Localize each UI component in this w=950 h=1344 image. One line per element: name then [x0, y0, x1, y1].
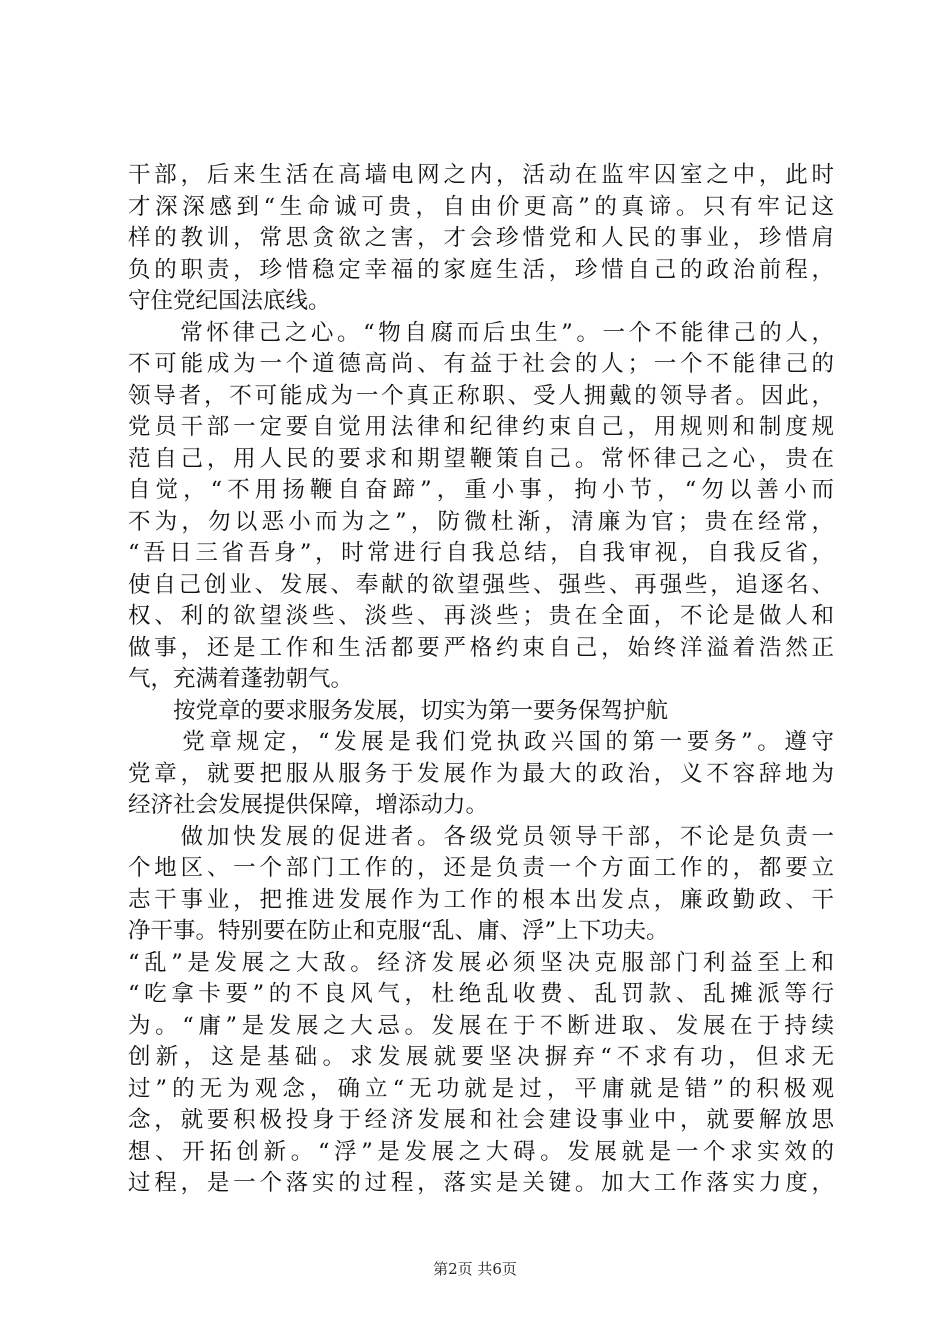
- text-line: 创新，这是基础。求发展就要坚决摒弃“不求有功，但求无: [128, 1044, 834, 1070]
- text-line: “乱”是发展之大敌。经济发展必须坚决克服部门利益至上和: [128, 949, 834, 976]
- text-line: 样的教训，常思贪欲之害，才会珍惜党和人民的事业，珍惜肩: [128, 225, 834, 251]
- page-footer: 第2页 共6页: [433, 1260, 517, 1278]
- text-line: 按党章的要求服务发展，切实为第一要务保驾护航: [128, 697, 669, 724]
- text-line: 做事，还是工作和生活都要严格约束自己，始终洋溢着浩然正: [128, 634, 834, 661]
- text-line: 自觉，“不用扬鞭自奋蹄”，重小事，拘小节，“勿以善小而: [128, 477, 834, 503]
- text-line: 不可能成为一个道德高尚、有益于社会的人；一个不能律己的: [128, 351, 834, 377]
- text-line: 过”的无为观念，确立“无功就是过，平庸就是错”的积极观: [128, 1075, 834, 1102]
- text-line: 才深深感到“生命诚可贵，自由价更高”的真谛。只有牢记这: [128, 193, 834, 220]
- text-line: 使自己创业、发展、奉献的欲望强些、强些、再强些，追逐名、: [128, 571, 834, 598]
- text-line: 领导者，不可能成为一个真正称职、受人拥戴的领导者。因此，: [128, 382, 834, 409]
- text-line: 负的职责，珍惜稳定幸福的家庭生活，珍惜自己的政治前程，: [128, 256, 834, 283]
- text-line: 志干事业，把推进发展作为工作的根本出发点，廉政勤政、干: [128, 886, 834, 913]
- text-line: 党章规定，“发展是我们党执政兴国的第一要务”。遵守: [128, 729, 834, 755]
- text-line: 党章，就要把服从服务于发展作为最大的政治，义不容辞地为: [128, 760, 834, 787]
- text-line: 干部，后来生活在高墙电网之内，活动在监牢囚室之中，此时: [128, 162, 834, 188]
- text-line: 念，就要积极投身于经济发展和社会建设事业中，就要解放思: [128, 1107, 834, 1133]
- text-line: 权、利的欲望淡些、淡些、再淡些；贵在全面，不论是做人和: [128, 603, 834, 629]
- text-line: 个地区、一个部门工作的，还是负责一个方面工作的，都要立: [128, 855, 834, 881]
- text-line: 不为，勿以恶小而为之”，防微杜渐，清廉为官；贵在经常，: [128, 508, 834, 535]
- text-line: “吃拿卡要”的不良风气，杜绝乱收费、乱罚款、乱摊派等行: [128, 981, 834, 1007]
- text-line: 气，充满着蓬勃朝气。: [128, 666, 354, 692]
- text-line: 范自己，用人民的要求和期望鞭策自己。常怀律己之心，贵在: [128, 445, 834, 472]
- text-line: 做加快发展的促进者。各级党员领导干部，不论是负责一: [128, 823, 834, 850]
- text-line: 经济社会发展提供保障，增添动力。: [128, 792, 489, 818]
- text-line: 净干事。特别要在防止和克服“乱、庸、浮”上下功夫。: [128, 918, 669, 944]
- text-line: “吾日三省吾身”，时常进行自我总结，自我审视，自我反省，: [128, 540, 834, 566]
- text-line: 党员干部一定要自觉用法律和纪律约束自己，用规则和制度规: [128, 414, 834, 440]
- body-text: [128, 160, 834, 1200]
- text-line: 过程，是一个落实的过程，落实是关键。加大工作落实力度，: [128, 1170, 834, 1196]
- text-line: 守住党纪国法底线。: [128, 288, 331, 314]
- text-line: 常怀律己之心。“物自腐而后虫生”。一个不能律己的人，: [128, 319, 834, 346]
- text-line: 为。“庸”是发展之大忌。发展在于不断进取、发展在于持续: [128, 1012, 834, 1039]
- text-line: 想、开拓创新。“浮”是发展之大碍。发展就是一个求实效的: [128, 1138, 834, 1165]
